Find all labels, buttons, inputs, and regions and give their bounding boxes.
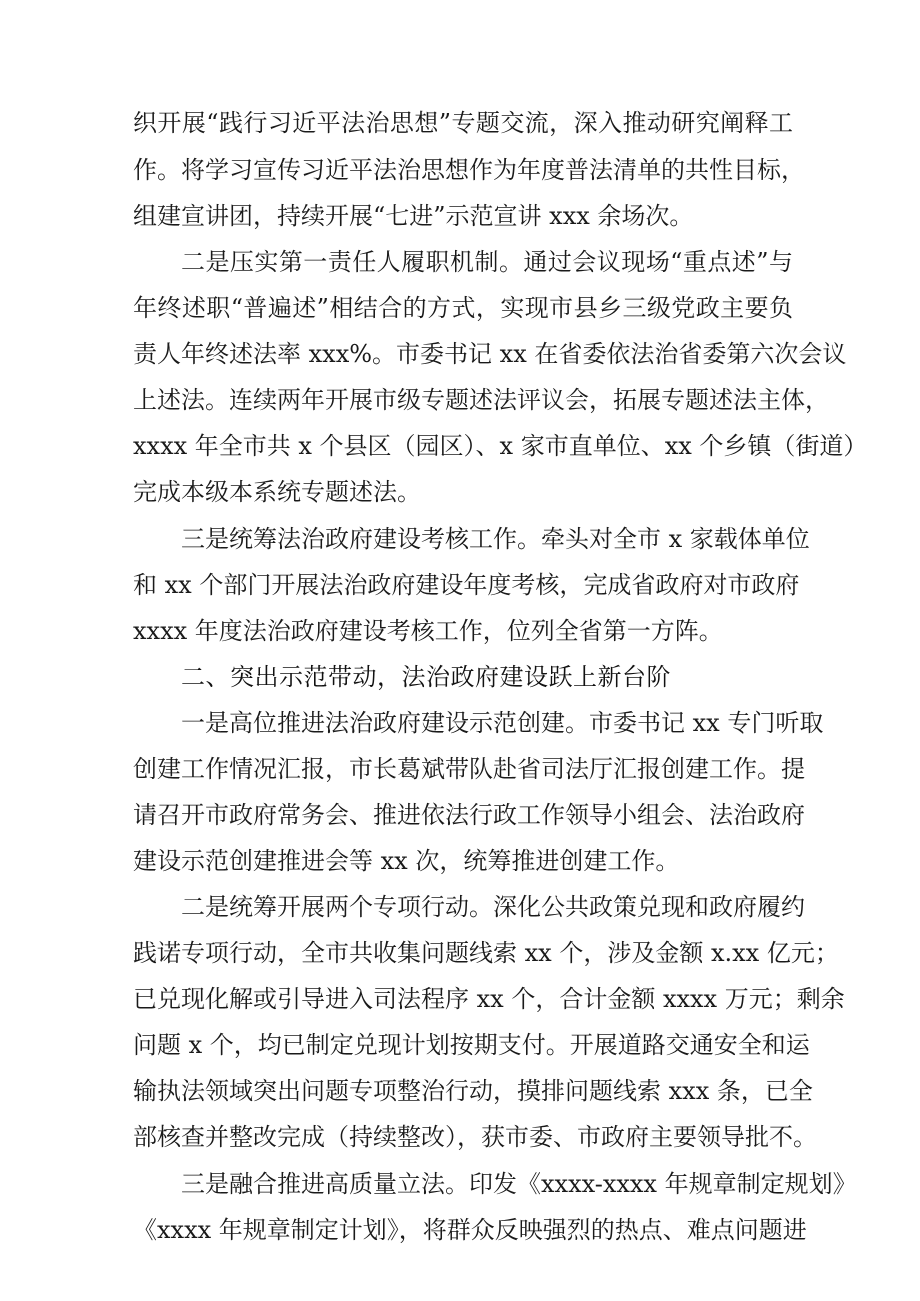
- paragraph-line: 上述法。连续两年开展市级专题述法评议会，拓展专题述法主体，: [133, 386, 829, 414]
- paragraph-line: 问题 x 个，均已制定兑现计划按期支付。开展道路交通安全和运: [133, 1031, 810, 1059]
- paragraph-line: xxxx 年全市共 x 个县区（园区）、x 家市直单位、xx 个乡镇（街道）: [133, 432, 868, 460]
- paragraph-line: 年终述职“普遍述”相结合的方式，实现市县乡三级党政主要负: [133, 294, 793, 322]
- paragraph-line: xxxx 年度法治政府建设考核工作，位列全省第一方阵。: [133, 617, 723, 645]
- paragraph-line: 创建工作情况汇报，市长葛斌带队赴省司法厅汇报创建工作。提: [133, 755, 805, 783]
- paragraph-line: 二是统筹开展两个专项行动。深化公共政策兑现和政府履约: [181, 893, 805, 921]
- paragraph-line: 组建宣讲团，持续开展“七进”示范宣讲 xxx 余场次。: [133, 202, 694, 230]
- section-heading: 二、突出示范带动，法治政府建设跃上新台阶: [181, 663, 671, 691]
- paragraph-line: 和 xx 个部门开展法治政府建设年度考核，完成省政府对市政府: [133, 571, 800, 599]
- paragraph-line: 建设示范创建推进会等 xx 次，统筹推进创建工作。: [133, 847, 680, 875]
- paragraph-line: 完成本级本系统专题述法。: [133, 478, 421, 506]
- paragraph-line: 践诺专项行动，全市共收集问题线索 xx 个，涉及金额 x.xx 亿元；: [133, 939, 839, 967]
- paragraph-line: 织开展“践行习近平法治思想”专题交流，深入推动研究阐释工: [133, 109, 793, 137]
- paragraph-line: 二是压实第一责任人履职机制。通过会议现场“重点述”与: [181, 248, 793, 276]
- paragraph-line: 三是融合推进高质量立法。印发《xxxx-xxxx 年规章制定规划》: [181, 1170, 857, 1198]
- paragraph-line: 三是统筹法治政府建设考核工作。牵头对全市 x 家载体单位: [181, 525, 810, 553]
- paragraph-line: 输执法领域突出问题专项整治行动，摸排问题线索 xxx 条，已全: [133, 1077, 813, 1105]
- paragraph-line: 请召开市政府常务会、推进依法行政工作领导小组会、法治政府: [133, 801, 805, 829]
- paragraph-line: 一是高位推进法治政府建设示范创建。市委书记 xx 专门听取: [181, 709, 824, 737]
- paragraph-line: 部核查并整改完成（持续整改），获市委、市政府主要领导批不。: [133, 1123, 817, 1151]
- paragraph-line: 作。将学习宣传习近平法治思想作为年度普法清单的共性目标，: [133, 156, 805, 184]
- paragraph-line: 责人年终述法率 xxx%。市委书记 xx 在省委依法治省委第六次会议: [133, 340, 847, 368]
- paragraph-line: 已兑现化解或引导进入司法程序 xx 个，合计金额 xxxx 万元；剩余: [133, 985, 845, 1013]
- paragraph-line: 《xxxx 年规章制定计划》，将群众反映强烈的热点、难点问题进: [133, 1216, 807, 1244]
